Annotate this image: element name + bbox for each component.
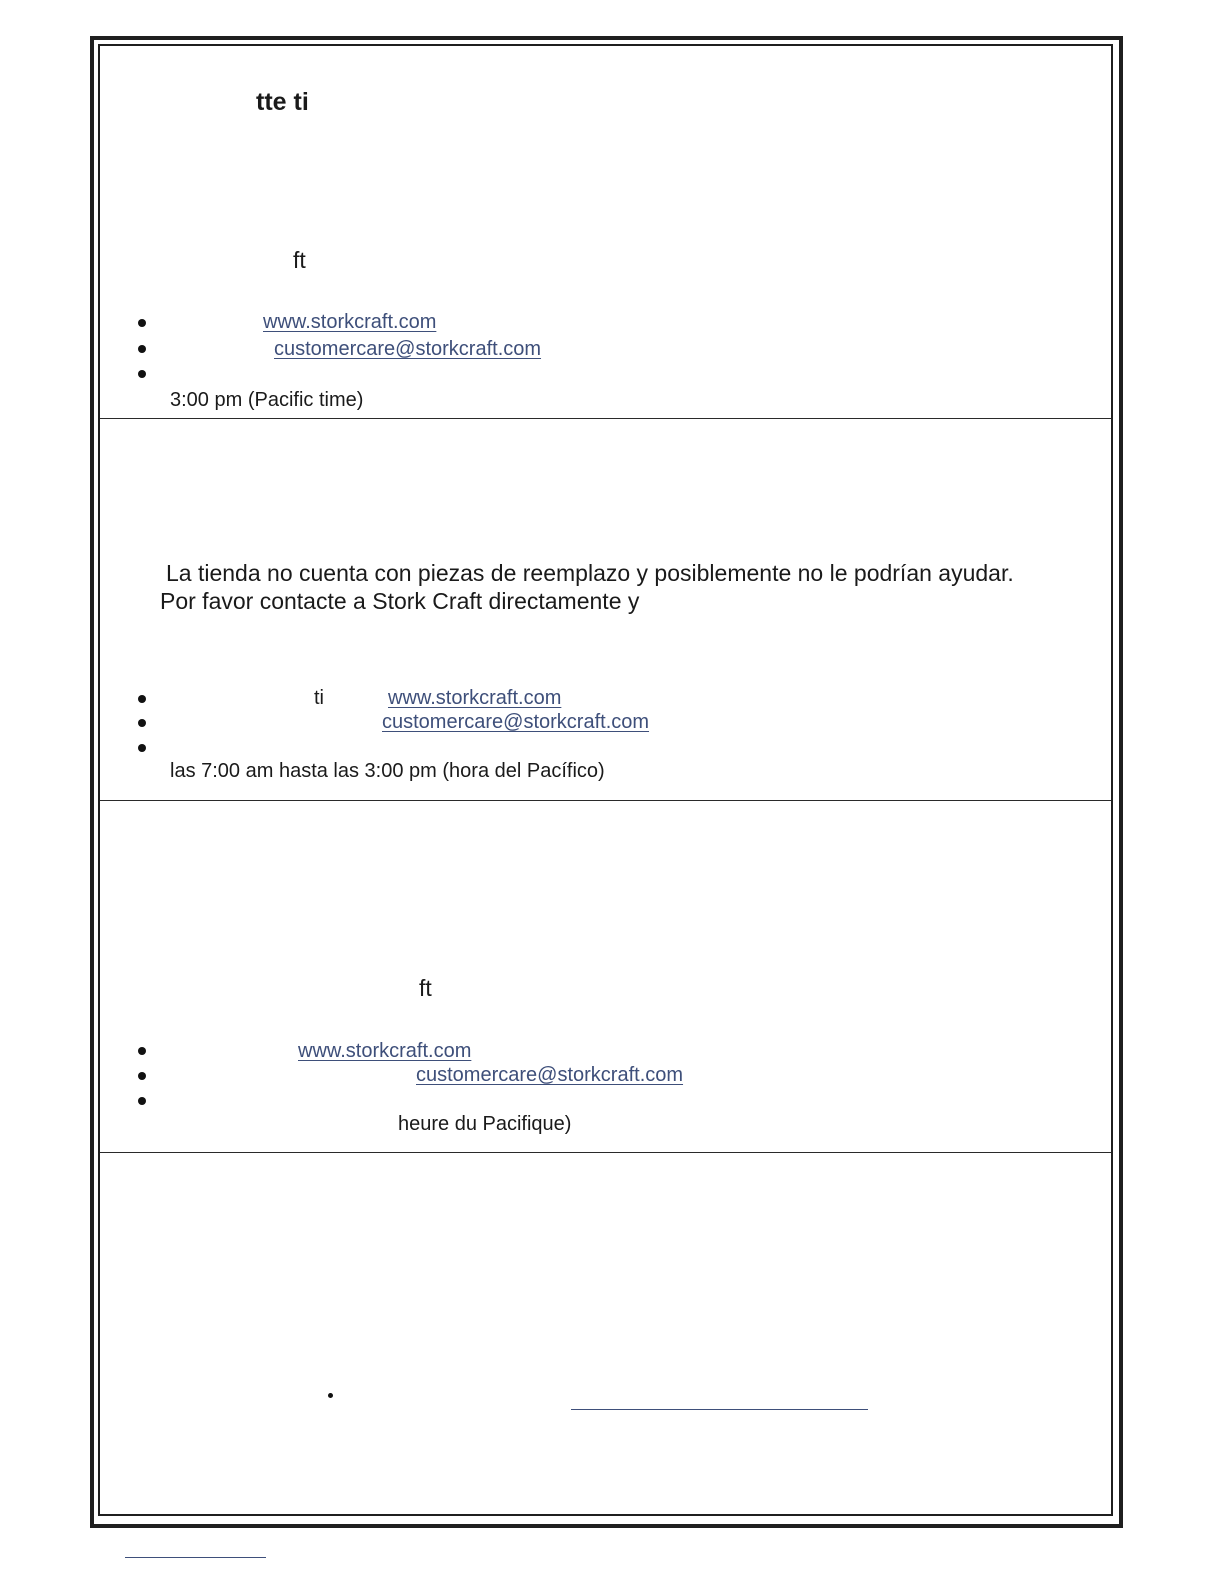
french-email-link[interactable]: customercare@storkcraft.com: [416, 1064, 684, 1086]
spanish-paragraph-line-2: Por favor contacte a Stork Craft directamente y: [160, 588, 640, 614]
bullet-icon: [138, 370, 146, 378]
bullet-icon: [138, 319, 146, 327]
spanish-website-prefix: ti: [314, 687, 324, 709]
bullet-icon: [328, 1393, 333, 1398]
section-divider: [100, 418, 1111, 419]
english-email-link[interactable]: customercare@storkcraft.com: [274, 338, 542, 360]
french-website-link[interactable]: www.storkcraft.com: [298, 1040, 472, 1062]
bullet-icon: [138, 719, 146, 727]
link-underline: [571, 1409, 868, 1410]
spanish-website-link[interactable]: www.storkcraft.com: [388, 687, 562, 709]
english-intro-fragment: ft: [293, 247, 306, 273]
bullet-icon: [138, 695, 146, 703]
french-hours-text: heure du Pacifique): [398, 1113, 572, 1135]
bullet-icon: [138, 345, 146, 353]
english-hours-text: 3:00 pm (Pacific time): [170, 389, 364, 411]
french-intro-fragment: ft: [419, 975, 432, 1001]
bullet-icon: [138, 1047, 146, 1055]
spanish-email-link[interactable]: customercare@storkcraft.com: [382, 711, 650, 733]
page-title-fragment: tte ti: [256, 88, 309, 116]
bullet-icon: [138, 1097, 146, 1105]
spanish-paragraph-line-1: La tienda no cuenta con piezas de reemplazo y posiblemente no le podrían ayudar.: [166, 560, 1014, 586]
bullet-icon: [138, 1072, 146, 1080]
section-divider: [100, 1152, 1111, 1153]
english-website-link[interactable]: www.storkcraft.com: [263, 311, 437, 333]
section-divider: [100, 800, 1111, 801]
spanish-hours-text: las 7:00 am hasta las 3:00 pm (hora del Pacífico): [170, 760, 605, 782]
footer-link-underline: [125, 1557, 266, 1558]
bullet-icon: [138, 744, 146, 752]
